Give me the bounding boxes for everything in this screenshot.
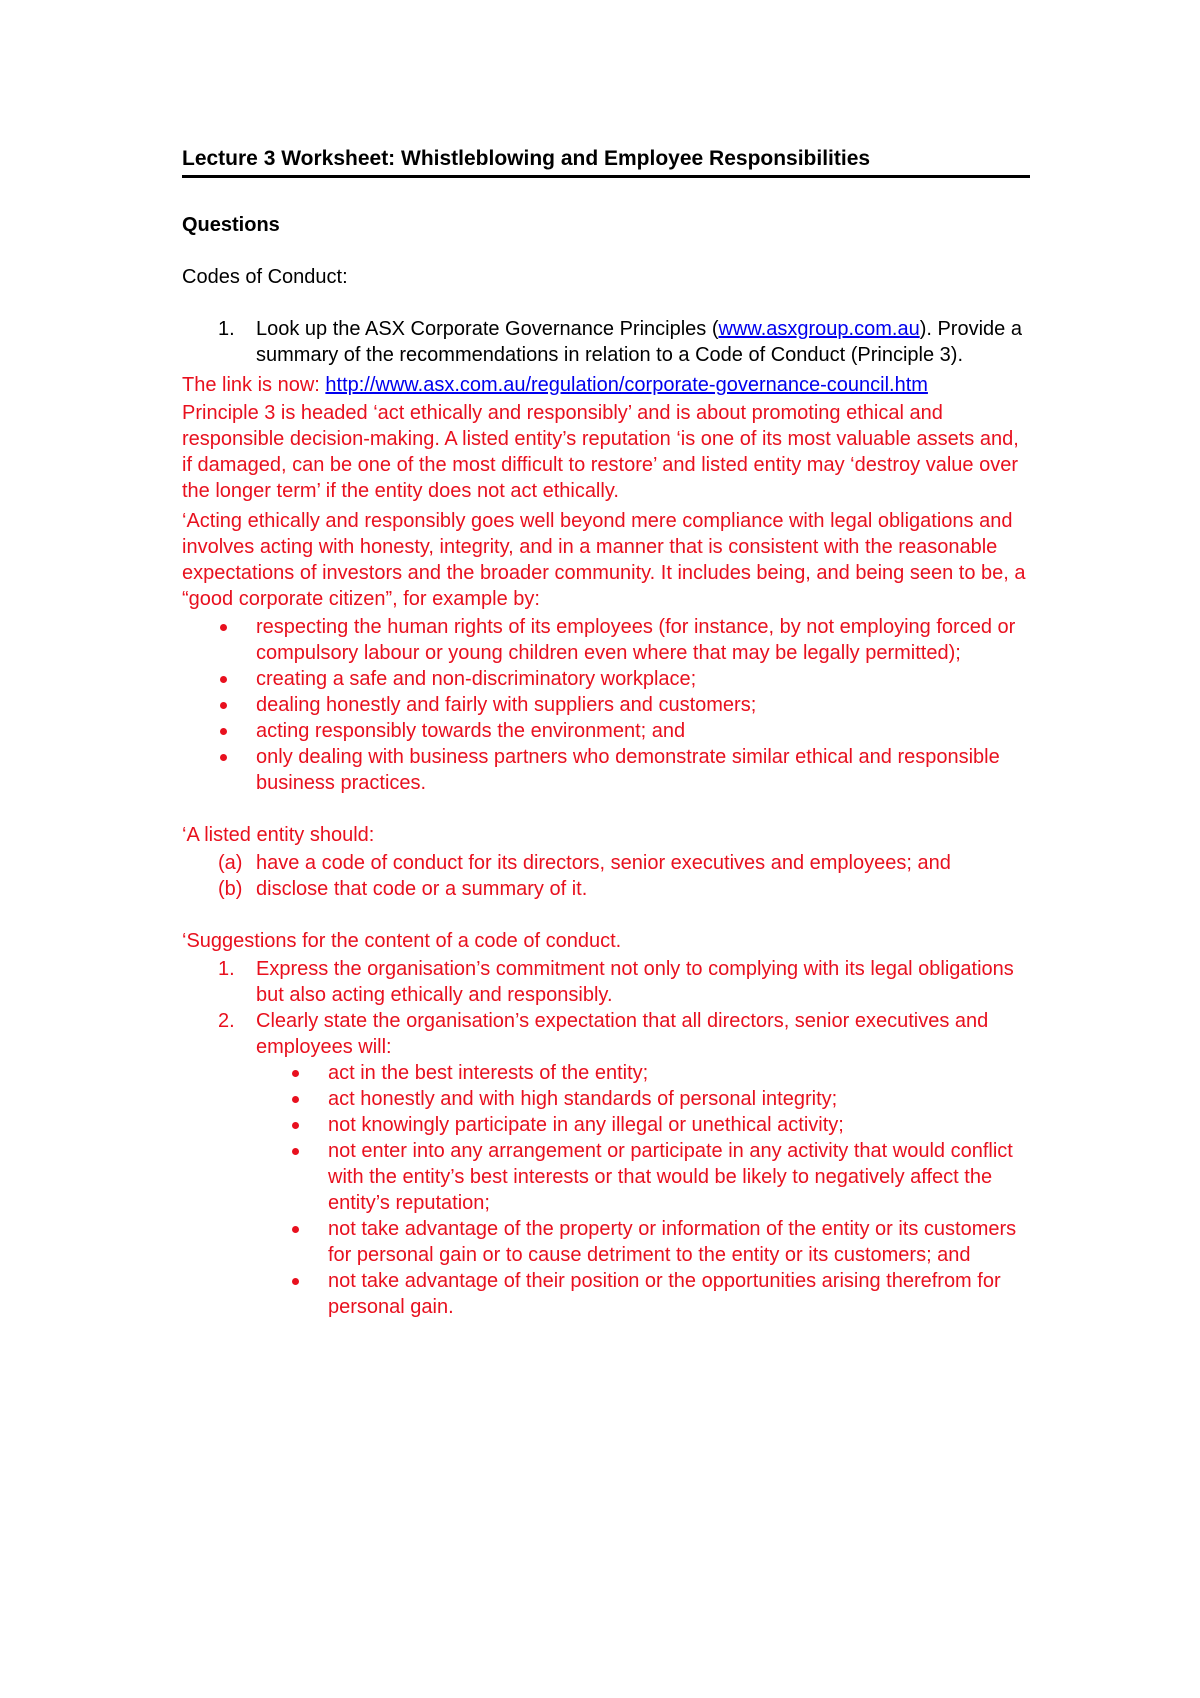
- item-label: (a): [218, 852, 243, 874]
- section-label: Codes of Conduct:: [182, 266, 348, 288]
- item-text: have a code of conduct for its directors, senior executives and employees; and: [256, 852, 951, 874]
- acting-ethically-paragraph: ‘Acting ethically and responsibly goes well beyond mere compliance with legal obligations and involves acting with honesty, integrity, and in a manner that is consistent with the reasonable expectations of investors and the broader community. It includes being, and being seen to be, a “good corporate citizen”, for example by:: [182, 510, 1026, 610]
- list-item: only dealing with business partners who demonstrate similar ethical and responsible business practices.: [182, 744, 1032, 796]
- list-item: respecting the human rights of its employees (for instance, by not employing forced or compulsory labour or young children even where that may be legally permitted);: [182, 614, 1032, 666]
- item-text: Express the organisation’s commitment not only to complying with its legal obligations but also acting ethically and responsibly.: [256, 958, 1014, 1006]
- question-1: [182, 316, 1032, 368]
- list-item: not take advantage of the property or information of the entity or its customers for personal gain or to cause detriment to the entity or its customers; and: [182, 1216, 1032, 1268]
- should-item-b: [182, 876, 1032, 902]
- should-intro: ‘A listed entity should:: [182, 824, 375, 846]
- item-number: 2.: [218, 1010, 235, 1032]
- suggestions-intro: ‘Suggestions for the content of a code of conduct.: [182, 930, 622, 952]
- list-item: not take advantage of their position or the opportunities arising therefrom for personal gain.: [182, 1268, 1032, 1320]
- should-item-a: [182, 850, 1032, 876]
- principle-3-paragraph: Principle 3 is headed ‘act ethically and responsibly’ and is about promoting ethical and responsible decision-making. A listed entity’s reputation ‘is one of its most valuable assets and, if damaged, can be one of the most difficult to restore’ and listed entity may ‘destroy value over the longer term’ if the entity does not act ethically.: [182, 402, 1019, 502]
- suggestions-list: [182, 956, 1032, 1060]
- list-item: act honestly and with high standards of personal integrity;: [182, 1086, 1032, 1112]
- item-number: 1.: [218, 958, 235, 980]
- list-item: [182, 956, 1032, 1008]
- questions-heading: Questions: [182, 214, 280, 236]
- document-page: [182, 146, 1032, 1320]
- citizen-bullet-list: [182, 614, 1032, 796]
- list-item: creating a safe and non-discriminatory workplace;: [182, 666, 1032, 692]
- answer-link-line: [182, 372, 1032, 398]
- item-text: disclose that code or a summary of it.: [256, 878, 588, 900]
- item-text: Clearly state the organisation’s expectation that all directors, senior executives and employees will:: [256, 1010, 989, 1058]
- expectations-bullet-list: [182, 1060, 1032, 1320]
- asx-governance-link[interactable]: http://www.asx.com.au/regulation/corporate-governance-council.htm: [325, 374, 928, 396]
- question-text-pre: Look up the ASX Corporate Governance Principles (: [256, 318, 719, 340]
- asxgroup-link[interactable]: www.asxgroup.com.au: [718, 318, 920, 340]
- page-title: Lecture 3 Worksheet: Whistleblowing and Employee Responsibilities: [182, 146, 1030, 178]
- list-item: dealing honestly and fairly with suppliers and customers;: [182, 692, 1032, 718]
- question-text-post: ). Provide a summary of the recommendations in relation to a Code of Conduct (Principle 3).: [256, 318, 1022, 366]
- item-label: (b): [218, 878, 243, 900]
- link-intro: The link is now:: [182, 374, 326, 396]
- list-item: not enter into any arrangement or participate in any activity that would conflict with the entity’s best interests or that would be likely to negatively affect the entity’s reputation;: [182, 1138, 1032, 1216]
- list-item: [182, 1008, 1032, 1060]
- list-item: acting responsibly towards the environment; and: [182, 718, 1032, 744]
- list-item: act in the best interests of the entity;: [182, 1060, 1032, 1086]
- list-item: not knowingly participate in any illegal or unethical activity;: [182, 1112, 1032, 1138]
- question-number: 1.: [218, 318, 235, 340]
